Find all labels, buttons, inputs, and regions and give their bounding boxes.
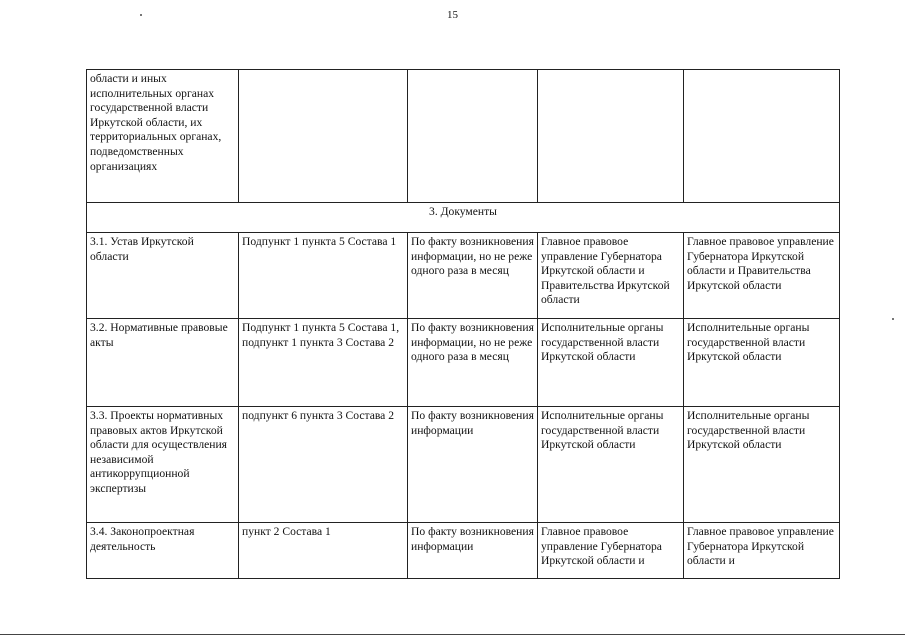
table-cell-responsible: Исполнительные органы государственной власти Иркутской области xyxy=(538,407,684,523)
table-cell-item: 3.1. Устав Иркутской области xyxy=(87,233,239,319)
table-cell-basis: подпункт 6 пункта 3 Состава 2 xyxy=(239,407,408,523)
table-cell-responsible xyxy=(538,70,684,203)
table-row xyxy=(87,523,840,579)
table-row xyxy=(87,70,840,203)
section-row xyxy=(87,203,840,233)
table-cell-item: 3.4. Законопроектная деятельность xyxy=(87,523,239,579)
table-cell-basis xyxy=(239,70,408,203)
scan-speck xyxy=(892,318,894,320)
table-cell-provider xyxy=(684,70,840,203)
document-table xyxy=(86,69,840,579)
section-title: 3. Документы xyxy=(87,203,840,233)
table-cell-responsible: Главное правовое управление Губернатора Иркутской области и Правительства Иркутской области xyxy=(538,233,684,319)
scan-edge-line xyxy=(0,634,905,635)
table-cell-provider: Исполнительные органы государственной власти Иркутской области xyxy=(684,407,840,523)
table-cell-frequency xyxy=(408,70,538,203)
table-cell-frequency: По факту возникновения информации xyxy=(408,523,538,579)
table-cell-item: области и иных исполнительных органах государственной власти Иркутской области, их территориальных органах, подведомственных организациях xyxy=(87,70,239,203)
table-cell-basis: пункт 2 Состава 1 xyxy=(239,523,408,579)
table-cell-responsible: Исполнительные органы государственной власти Иркутской области xyxy=(538,319,684,407)
table-cell-provider: Главное правовое управление Губернатора Иркутской области и Правительства Иркутской области xyxy=(684,233,840,319)
table-cell-frequency: По факту возникновения информации xyxy=(408,407,538,523)
table-cell-provider: Исполнительные органы государственной власти Иркутской области xyxy=(684,319,840,407)
table-cell-basis: Подпункт 1 пункта 5 Состава 1 xyxy=(239,233,408,319)
table-cell-basis: Подпункт 1 пункта 5 Состава 1, подпункт 1 пункта 3 Состава 2 xyxy=(239,319,408,407)
page-number: 15 xyxy=(447,9,458,21)
table-cell-item: 3.2. Нормативные правовые акты xyxy=(87,319,239,407)
table-row xyxy=(87,319,840,407)
table-cell-item: 3.3. Проекты нормативных правовых актов Иркутской области для осуществления независимой антикоррупционной экспертизы xyxy=(87,407,239,523)
scan-speck xyxy=(140,14,142,16)
table-row xyxy=(87,233,840,319)
table-cell-responsible: Главное правовое управление Губернатора Иркутской области и xyxy=(538,523,684,579)
table-cell-frequency: По факту возникновения информации, но не реже одного раза в месяц xyxy=(408,233,538,319)
table-cell-provider: Главное правовое управление Губернатора Иркутской области и xyxy=(684,523,840,579)
table-row xyxy=(87,407,840,523)
table-cell-frequency: По факту возникновения информации, но не реже одного раза в месяц xyxy=(408,319,538,407)
